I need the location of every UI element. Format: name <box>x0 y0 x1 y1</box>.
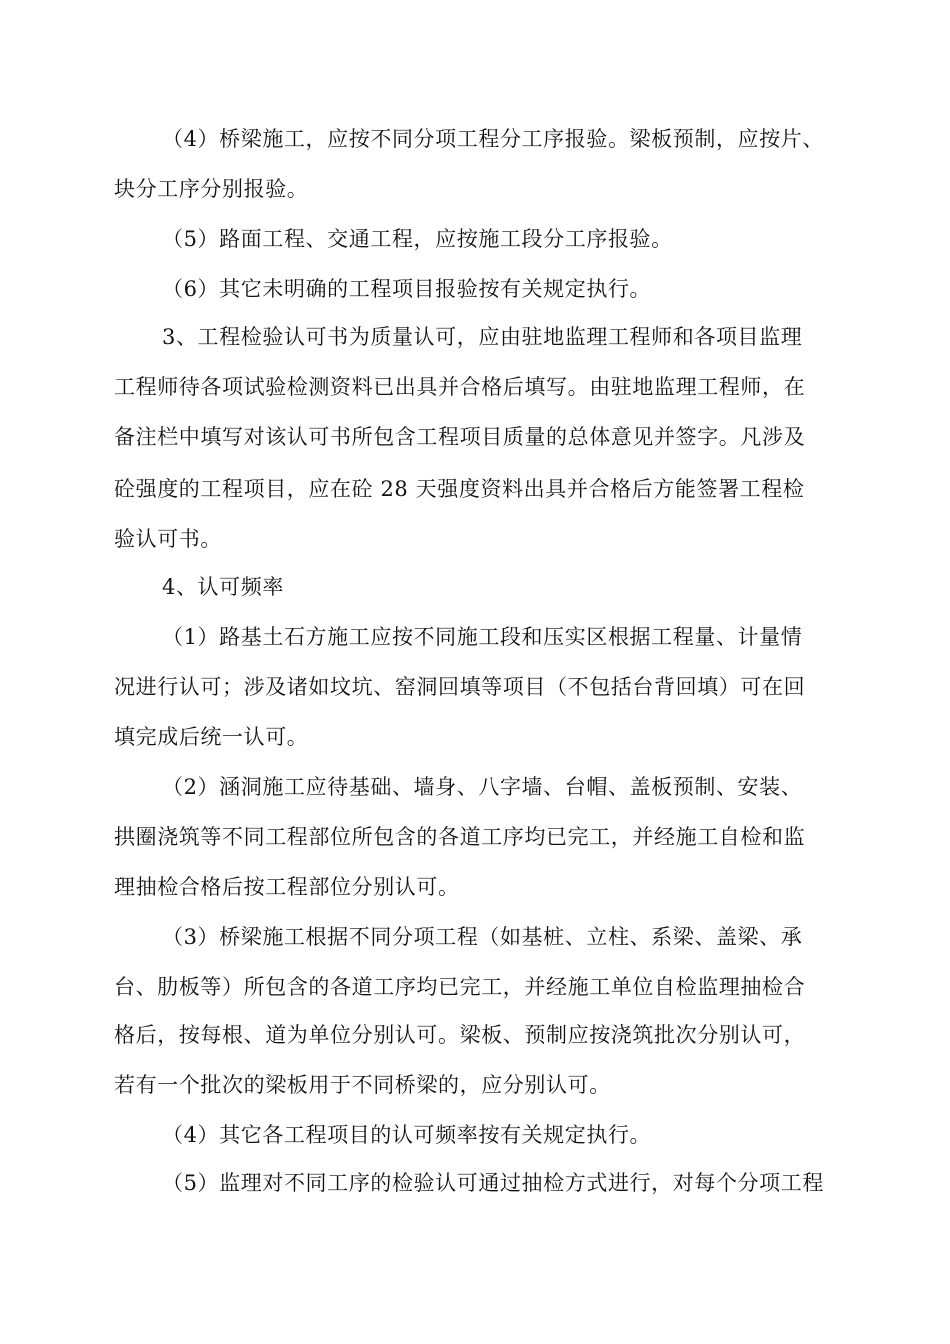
paragraph-line: （4）其它各工程项目的认可频率按有关规定执行。 <box>162 1123 652 1147</box>
paragraph-line: 工程师待各项试验检测资料已出具并合格后填写。由驻地监理工程师，在 <box>114 375 806 399</box>
paragraph-line: 块分工序分别报验。 <box>114 177 309 201</box>
paragraph-line: 砼强度的工程项目，应在砼 28 天强度资料出具并合格后方能签署工程检 <box>114 477 805 501</box>
paragraph-line: 理抽检合格后按工程部位分别认可。 <box>114 875 460 899</box>
paragraph-line: （5）路面工程、交通工程，应按施工段分工序报验。 <box>162 227 673 251</box>
paragraph-line: （5）监理对不同工序的检验认可通过抽检方式进行，对每个分项工程 <box>162 1171 824 1195</box>
paragraph-line: （3）桥梁施工根据不同分项工程（如基桩、立柱、系梁、盖梁、承 <box>162 925 803 949</box>
paragraph-line: 备注栏中填写对该认可书所包含工程项目质量的总体意见并签字。凡涉及 <box>114 425 806 449</box>
paragraph-line: 填完成后统一认可。 <box>114 725 309 749</box>
paragraph-line: 验认可书。 <box>114 527 222 551</box>
paragraph-line: 若有一个批次的梁板用于不同桥梁的，应分别认可。 <box>114 1073 611 1097</box>
paragraph-line: （6）其它未明确的工程项目报验按有关规定执行。 <box>162 277 652 301</box>
paragraph-line: 拱圈浇筑等不同工程部位所包含的各道工序均已完工，并经施工自检和监 <box>114 825 806 849</box>
paragraph-line: 3、工程检验认可书为质量认可，应由驻地监理工程师和各项目监理 <box>162 325 803 349</box>
section-heading: 4、认可频率 <box>162 575 284 599</box>
paragraph-line: 况进行认可；涉及诸如坟坑、窑洞回填等项目（不包括台背回填）可在回 <box>114 675 806 699</box>
paragraph-line: （4）桥梁施工，应按不同分项工程分工序报验。梁板预制，应按片、 <box>162 127 824 151</box>
paragraph-line: 格后，按每根、道为单位分别认可。梁板、预制应按浇筑批次分别认可， <box>114 1023 806 1047</box>
paragraph-line: （1）路基土石方施工应按不同施工段和压实区根据工程量、计量情 <box>162 625 803 649</box>
paragraph-line: 台、肋板等）所包含的各道工序均已完工，并经施工单位自检监理抽检合 <box>114 975 806 999</box>
paragraph-line: （2）涵洞施工应待基础、墙身、八字墙、台帽、盖板预制、安装、 <box>162 775 803 799</box>
